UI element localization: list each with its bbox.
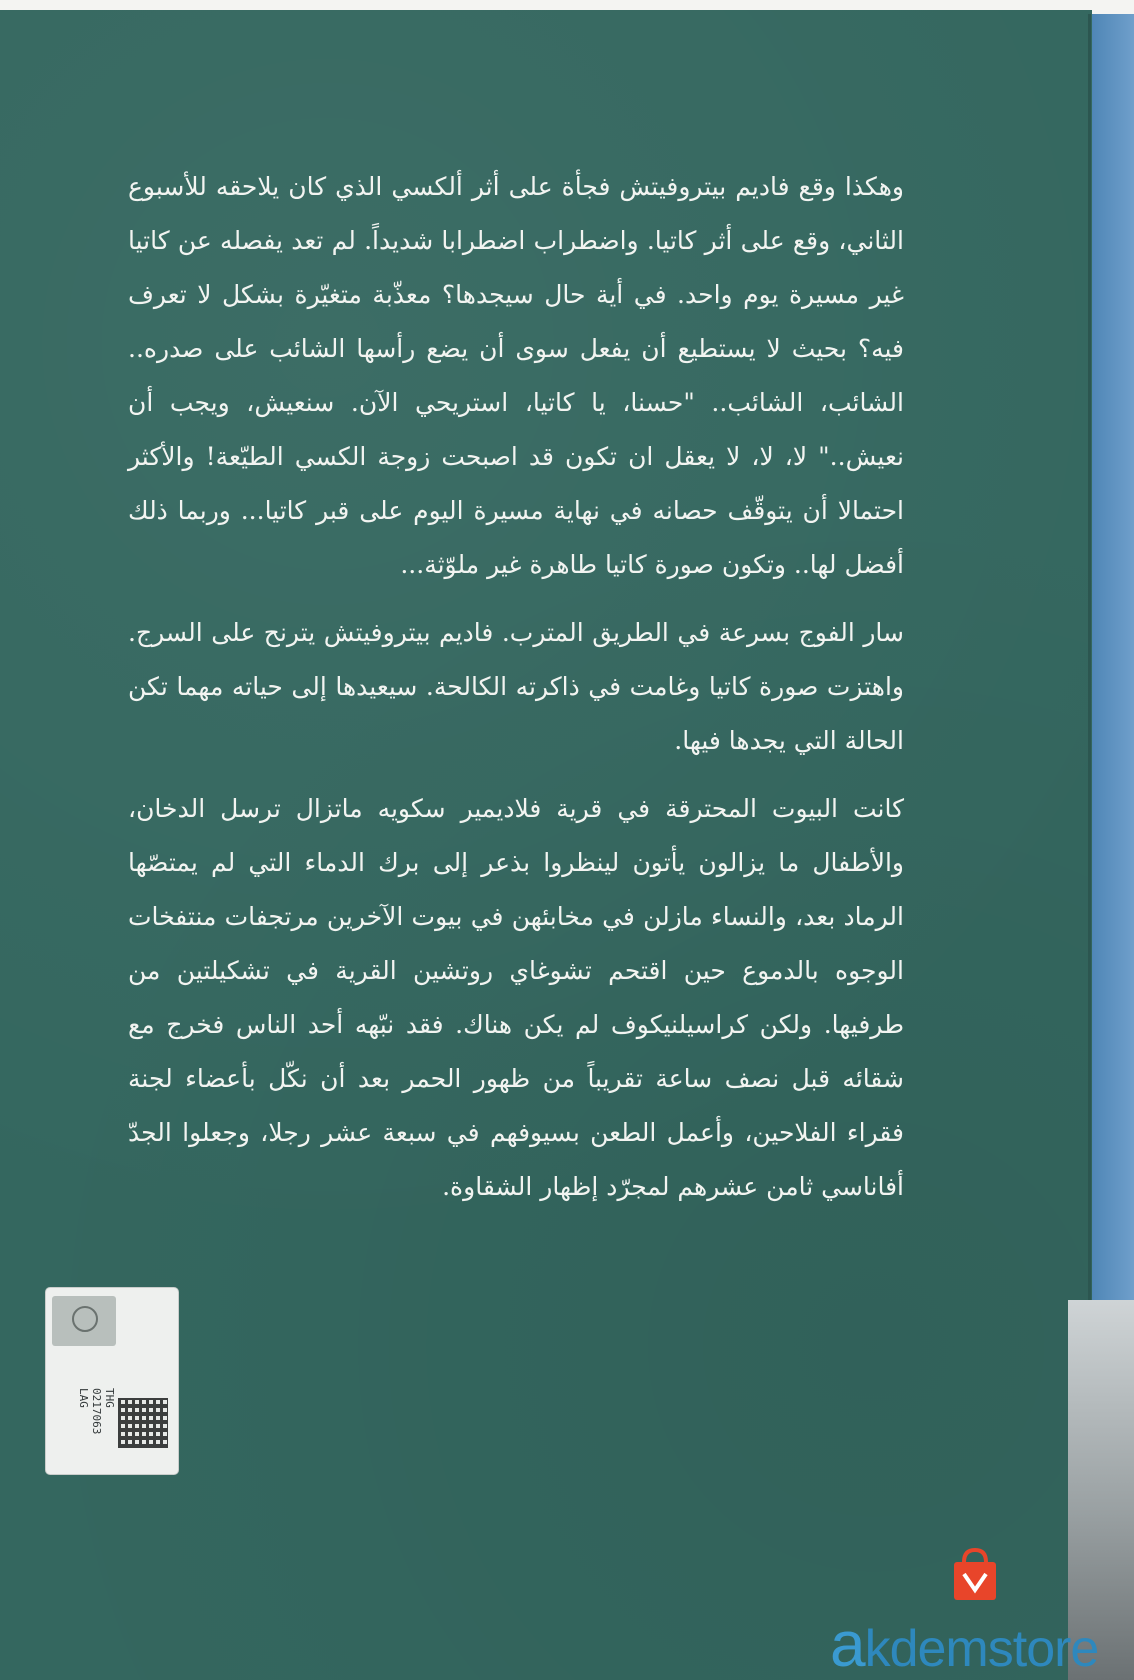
paragraph-2: سار الفوج بسرعة في الطريق المترب. فاديم بيتروفيتش يترنح على السرج. واهتزت صورة كاتيا وغامت في ذاكرته الكالحة. سيعيدها إلى حياته مهما تكن الحالة التي يجدها فيها. xyxy=(128,618,904,755)
store-name xyxy=(830,1608,1099,1680)
qr-code-icon xyxy=(118,1398,168,1448)
sticker-logo-icon xyxy=(52,1296,116,1346)
back-cover-text xyxy=(128,160,904,1214)
front-cover-edge xyxy=(1092,14,1134,1314)
shopping-bag-icon xyxy=(950,1544,1000,1602)
store-name-rest: kdemstore xyxy=(864,1620,1099,1678)
store-name-initial: a xyxy=(830,1608,865,1680)
barcode-sticker xyxy=(46,1288,178,1474)
store-watermark xyxy=(830,1600,1134,1680)
sticker-code: THG 0217063 LAG xyxy=(77,1388,116,1435)
paragraph-3: كانت البيوت المحترقة في قرية فلاديمير سكويه ماتزال ترسل الدخان، والأطفال ما يزالون يأتون لينظروا بذعر إلى برك الدماء التي لم يمتصّها الرماد بعد، والنساء مازلن في مخابئهن في بيوت الآخرين مرتجفات منتفخات الوجوه بالدموع حين اقتحم تشوغاي روتشين القرية في تشكيلتين من طرفيها. ولكن كراسيلنيكوف لم يكن هناك. فقد نبّهه أحد الناس فخرج مع شقائه قبل نصف ساعة تقريباً من ظهور الحمر بعد أن نكّل بأعضاء لجنة فقراء الفلاحين، وأعمل الطعن بسيوفهم في سبعة عشر رجلا، وجعلوا الجدّ أفاناسي ثامن عشرهم لمجرّد إظهار الشقاوة. xyxy=(128,794,904,1201)
paragraph-1: وهكذا وقع فاديم بيتروفيتش فجأة على أثر ألكسي الذي كان يلاحقه للأسبوع الثاني، وقع على أثر كاتيا. واضطراب اضطرابا شديداً. لم تعد يفصله عن كاتيا غير مسيرة يوم واحد. في أية حال سيجدها؟ معذّبة متغيّرة بشكل لا تعرف فيه؟ بحيث لا يستطيع أن يفعل سوى أن يضع رأسها الشائب على صدره.. الشائب، الشائب.. "حسنا، يا كاتيا، استريحي الآن. سنعيش، ويجب أن نعيش.." لا، لا، لا يعقل ان تكون قد اصبحت زوجة الكسي الطيّعة! والأكثر احتمالا أن يتوقّف حصانه في نهاية مسيرة اليوم على قبر كاتيا... وربما ذلك أفضل لها.. وتكون صورة كاتيا طاهرة غير ملوّثة... xyxy=(128,172,904,579)
